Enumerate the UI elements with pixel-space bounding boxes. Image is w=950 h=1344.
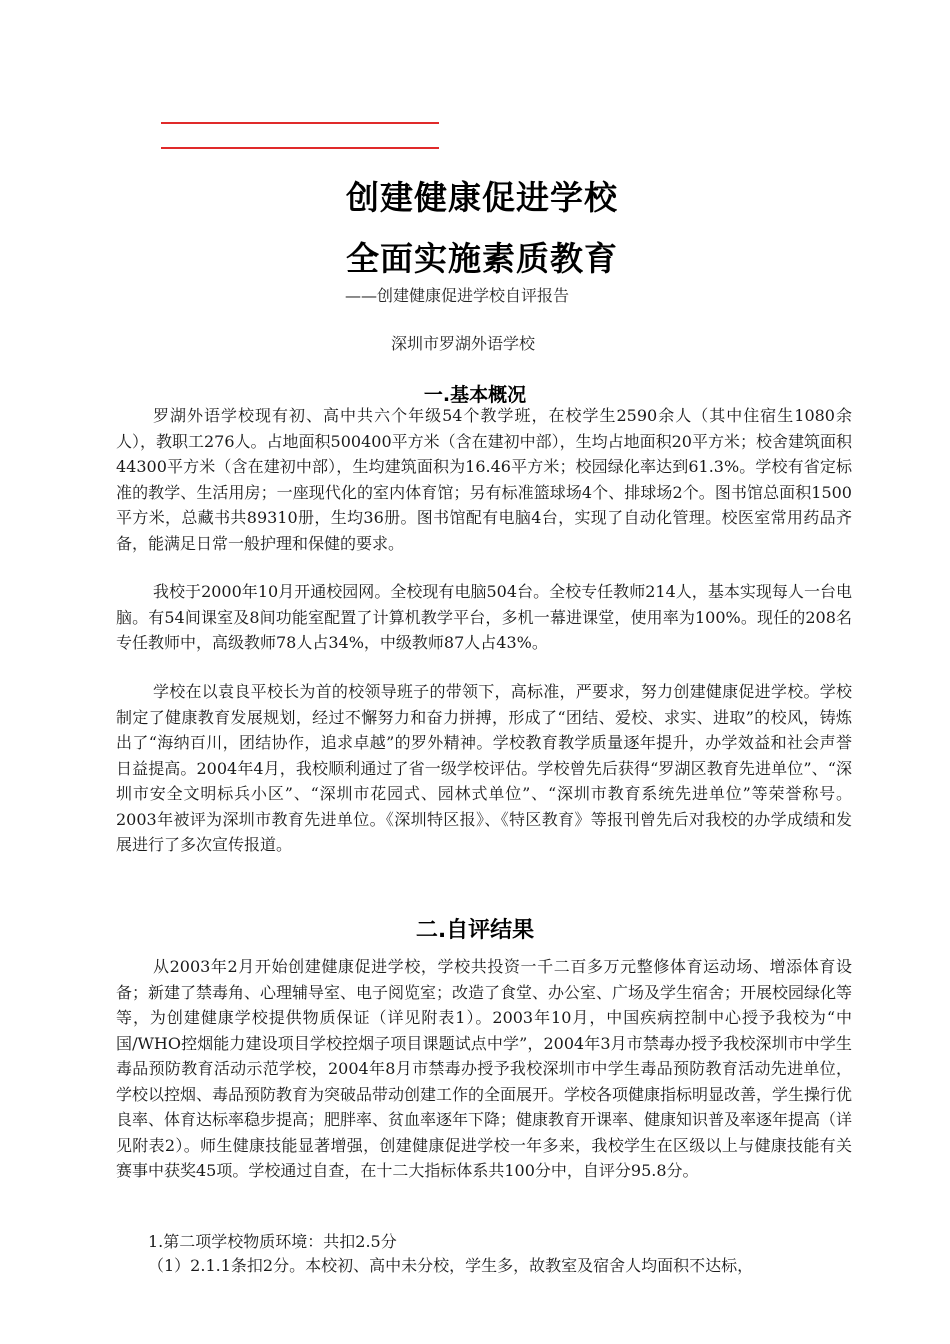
section-heading-self-evaluation: 二.自评结果 [415,918,535,943]
paragraph-overview-computers: 我校于2000年10月开通校园网。全校现有电脑504台。全校专任教师214人，基本实现每人一台电脑。有54间课室及8间功能室配置了计算机教学平台，多机一幕进课堂，使用率为100%。现任的208名专任教师中，高级教师78人占34%，中级教师87人占43%。 [116,582,852,652]
list-item-deduction-1: 1.第二项学校物质环境：共扣2.5分 [148,1232,397,1251]
document-title-line1: 创建健康促进学校 [346,178,618,217]
red-rule-bottom [161,147,439,149]
document-title-line2: 全面实施素质教育 [346,239,618,278]
paragraph-overview-leadership: 学校在以袁良平校长为首的校领导班子的带领下，高标准，严要求，努力创建健康促进学校。学校制定了健康教育发展规划，经过不懈努力和奋力拼搏，形成了“团结、爱校、求实、进取”的校风，铸炼出了“海纳百川，团结协作，追求卓越”的罗外精神。学校教育教学质量逐年提升，办学效益和社会声誉日益提高。2004年4月，我校顺利通过了省一级学校评估。学校曾先后获得“罗湖区教育先进单位”、“深圳市安全文明标兵小区”、“深圳市花园式、园林式单位”、“深圳市教育系统先进单位”等荣誉称号。2003年被评为深圳市教育先进单位。《深圳特区报》、《特区教育》等报刊曾先后对我校的办学成绩和发展进行了多次宣传报道。 [116,682,852,854]
section-heading-overview: 一.基本概况 [423,384,527,406]
list-item-deduction-1-1: （1）2.1.1条扣2分。本校初、高中未分校，学生多，故教室及宿舍人均面积不达标， [148,1256,754,1275]
paragraph-self-evaluation: 从2003年2月开始创建健康促进学校，学校共投资一千二百多万元整修体育运动场、增添体育设备；新建了禁毒角、心理辅导室、电子阅览室；改造了食堂、办公室、广场及学生宿舍；开展校园绿化等等，为创建健康学校提供物质保证（详见附表1）。2003年10月，中国疾病控制中心授予我校为“中国/WHO控烟能力建设项目学校控烟子项目课题试点中学”，2004年3月市禁毒办授予我校深圳市中学生毒品预防教育活动示范学校，2004年8月市禁毒办授予我校深圳市中学生毒品预防教育活动先进单位，学校以控烟、毒品预防教育为突破品带动创建工作的全面展开。学校各项健康指标明显改善，学生操行优良率、体育达标率稳步提高；肥胖率、贫血率逐年下降；健康教育开课率、健康知识普及率逐年提高（详见附表2）。师生健康技能显著增强，创建健康促进学校一年多来，我校学生在区级以上与健康技能有关赛事中获奖45项。学校通过自查，在十二大指标体系共100分中，自评分95.8分。 [116,957,853,1180]
school-name: 深圳市罗湖外语学校 [391,334,536,353]
paragraph-overview-facilities: 罗湖外语学校现有初、高中共六个年级54个教学班，在校学生2590余人（其中住宿生1080余人），教职工276人。占地面积500400平方米（含在建初中部），生均占地面积20平方米；校舍建筑面积44300平方米（含在建初中部），生均建筑面积为16.46平方米；校园绿化率达到61.3%。学校有省定标准的教学、生活用房；一座现代化的室内体育馆；另有标准篮球场4个、排球场2个。图书馆总面积1500平方米，总藏书共89310册，生均36册。图书馆配有电脑4台，实现了自动化管理。校医室常用药品齐备，能满足日常一般护理和保健的要求。 [116,406,852,553]
document-subtitle: ——创建健康促进学校自评报告 [345,286,570,305]
red-rule-top [161,122,439,124]
